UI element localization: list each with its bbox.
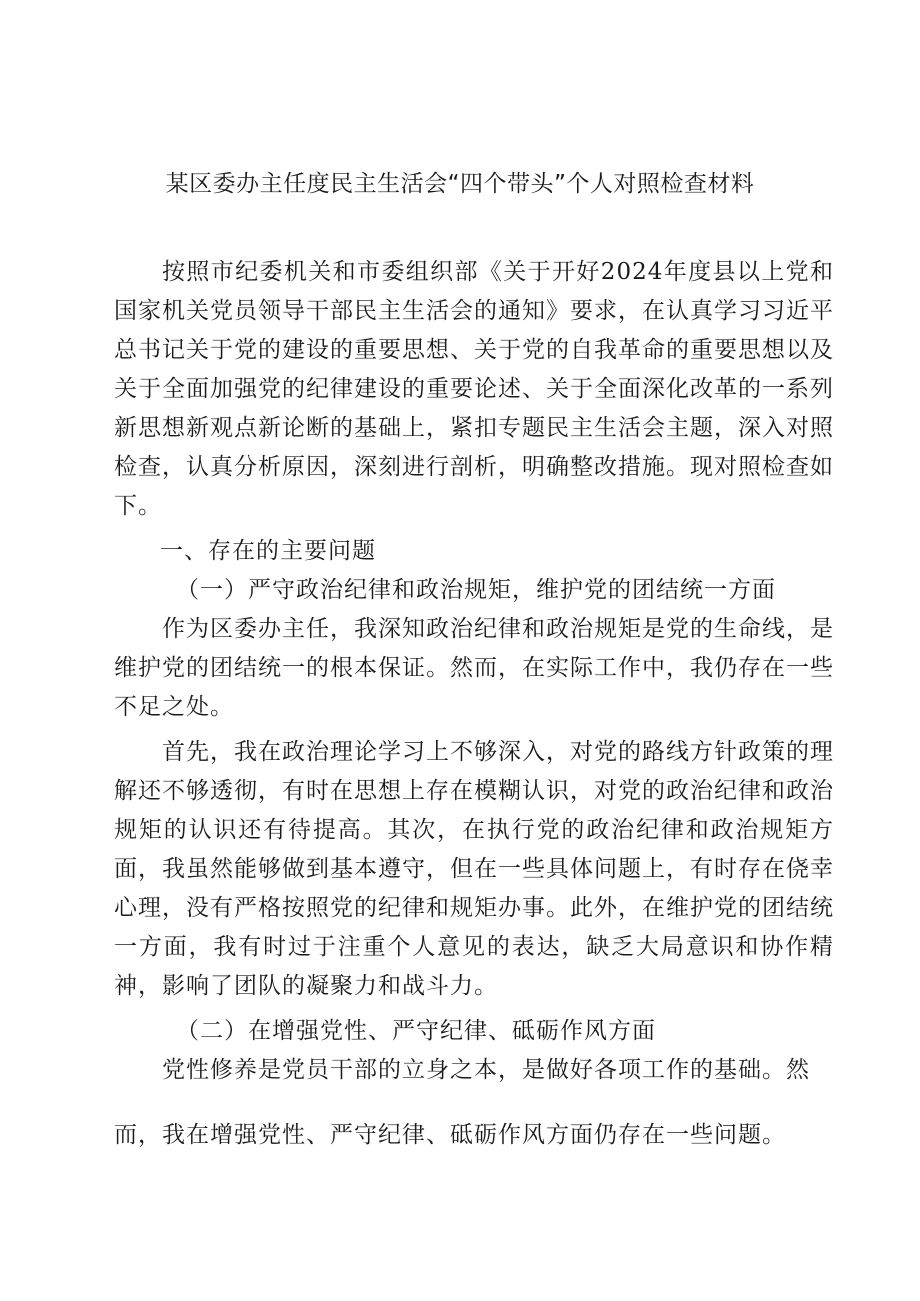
document-title: 某区委办主任度民主生活会“四个带头”个人对照检查材料 (165, 171, 755, 197)
subsection-2-paragraph-1-line-2: 而，我在增强党性、严守纪律、砥砺作风方面仍存在一些问题。 (114, 1122, 786, 1148)
subsection-1-paragraph-2: 首先，我在政治理论学习上不够深入，对党的路线方针政策的理解还不够透彻，有时在思想上存在模糊认识，对党的政治纪律和政治规矩的认识还有待提高。其次，在执行党的政治纪律和政治规矩方面，我虽然能够做到基本遵守，但在一些具体问题上，有时存在侥幸心理，没有严格按照党的纪律和规矩办事。此外，在维护党的团结统一方面，我有时过于注重个人意见的表达，缺乏大局意识和协作精神，影响了团队的凝聚力和战斗力。 (114, 739, 834, 999)
intro-paragraph: 按照市纪委机关和市委组织部《关于开好2024年度县以上党和国家机关党员领导干部民主生活会的通知》要求，在认真学习习近平总书记关于党的建设的重要思想、关于党的自我革命的重要思想以及关于全面加强党的纪律建设的重要论述、关于全面深化改革的一系列新思想新观点新论断的基础上，紧扣专题民主生活会主题，深入对照检查，认真分析原因，深刻进行剖析，明确整改措施。现对照检查如下。 (114, 259, 834, 519)
subsection-2-paragraph-1-line-1: 党性修养是党员干部的立身之本，是做好各项工作的基础。然 (162, 1057, 810, 1083)
section-heading-problems: 一、存在的主要问题 (160, 538, 376, 564)
subsection-heading-2: （二）在增强党性、严守纪律、砥砺作风方面 (176, 1018, 656, 1044)
subsection-1-paragraph-1: 作为区委办主任，我深知政治纪律和政治规矩是党的生命线，是维护党的团结统一的根本保证。然而，在实际工作中，我仍存在一些不足之处。 (114, 616, 834, 720)
document-body (114, 253, 834, 1155)
subsection-heading-1: （一）严守政治纪律和政治规矩，维护党的团结统一方面 (176, 577, 776, 603)
